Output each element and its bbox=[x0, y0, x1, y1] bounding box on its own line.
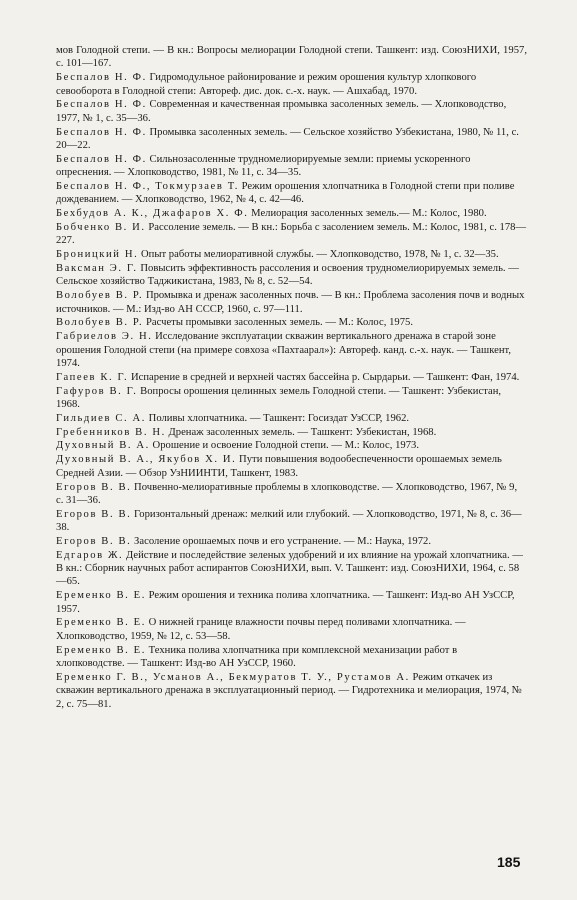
bibliography-list bbox=[56, 44, 527, 711]
bibliography-entry bbox=[56, 439, 527, 452]
entry-author: Еременко В. Е. bbox=[56, 617, 146, 629]
bibliography-entry bbox=[56, 330, 527, 370]
entry-author: Егоров В. В. bbox=[56, 535, 132, 547]
bibliography-entry bbox=[56, 262, 527, 289]
entry-author: Егоров В. В. bbox=[56, 481, 132, 493]
bibliography-entry bbox=[56, 180, 527, 207]
bibliography-entry bbox=[56, 589, 527, 616]
bibliography-entry bbox=[56, 412, 527, 425]
entry-text: Действие и последействие зеленых удобрений и их влияние на урожай хлопчатника. — В кн.: Сборник научных работ аспирантов СоюзНИХИ, вып. V. Ташкент: изд. СоюзНИХИ, 1964, с. 58—65. bbox=[56, 549, 523, 588]
bibliography-entry bbox=[56, 126, 527, 153]
entry-text: Промывка засоленных земель. — Сельское хозяйство Узбекистана, 1980, № 11, с. 20—22. bbox=[56, 126, 519, 151]
entry-text: Поливы хлопчатника. — Ташкент: Госиздат УзССР, 1962. bbox=[145, 412, 410, 424]
entry-author: Бобченко В. И. bbox=[56, 221, 146, 233]
bibliography-entry bbox=[56, 535, 527, 548]
entry-author: Беспалов Н. Ф. bbox=[56, 126, 147, 138]
entry-text: Почвенно-мелиоративные проблемы в хлопководстве. — Хлопководство, 1967, № 9, с. 31—36. bbox=[56, 481, 518, 506]
bibliography-entry bbox=[56, 385, 527, 412]
entry-author: Беспалов Н. Ф. bbox=[56, 153, 147, 165]
entry-text: Промывка и дренаж засоленных почв. — В кн.: Проблема засоления почв и водных источников. — М.: Изд-во АН СССР, 1960, с. 97—111. bbox=[56, 290, 525, 315]
bibliography-entry bbox=[56, 289, 527, 316]
bibliography-entry bbox=[56, 453, 527, 480]
entry-author: Волобуев В. Р. bbox=[56, 290, 144, 302]
entry-author: Беспалов Н. Ф. bbox=[56, 99, 147, 111]
entry-text: Мелиорация засоленных земель.— М.: Колос, 1980. bbox=[248, 208, 487, 220]
entry-text: Горизонтальный дренаж: мелкий или глубокий. — Хлопководство, 1971, № 8, с. 36—38. bbox=[56, 508, 522, 534]
bibliography-entry bbox=[56, 71, 527, 98]
bibliography-entry bbox=[56, 481, 527, 508]
entry-author: Духовный В. А., Якубов Х. И. bbox=[56, 454, 237, 466]
bibliography-entry bbox=[56, 644, 527, 671]
entry-author: Гафуров В. Г. bbox=[56, 385, 138, 397]
entry-text: Сильнозасоленные трудномелиорируемые земли: приемы ускоренного опреснения. — Хлопководство, 1981, № 11, с. 34—35. bbox=[56, 153, 471, 179]
entry-author: Егоров В. В. bbox=[56, 508, 132, 520]
entry-text: Повысить эффективность рассоления и освоения трудномелиорируемых земель. — Сельское хозяйство Таджикистана, 1983, № 8, с. 52—54. bbox=[56, 263, 519, 288]
entry-author: Габриелов Э. Н. bbox=[56, 331, 153, 343]
entry-text: Гидромодульное районирование и режим орошения культур хлопкового севооборота в Голодной степи: Автореф. дис. док. с.-х. наук. — Ашхабад, 1970. bbox=[56, 72, 477, 97]
entry-author: Еременко В. Е. bbox=[56, 644, 146, 656]
bibliography-entry: мов Голодной степи. — В кн.: Вопросы мелиорации Голодной степи. Ташкент: изд. СоюзНИХИ, 1957, с. 101—167. bbox=[56, 45, 527, 70]
entry-text: Режим орошения хлопчатника в Голодной степи при поливе дождеванием. — Хлопководство, 1962, № 4, с. 42—46. bbox=[56, 180, 515, 206]
entry-author: Гильдиев С. А. bbox=[56, 412, 146, 424]
entry-author: Беспалов Н. Ф. bbox=[56, 72, 147, 84]
entry-author: Гапеев К. Г. bbox=[56, 371, 129, 383]
entry-author: Волобуев В. Р. bbox=[56, 317, 144, 329]
page-number: 185 bbox=[497, 854, 521, 870]
entry-author: Еременко Г. В., Усманов А., Бекмуратов Т. У., Рустамов А. bbox=[56, 671, 410, 683]
entry-author: Бехбудов А. К., Джафаров Х. Ф. bbox=[56, 208, 249, 220]
bibliography-entry bbox=[56, 221, 527, 248]
bibliography-entry bbox=[56, 153, 527, 180]
bibliography-entry bbox=[56, 426, 527, 439]
entry-text: Орошение и освоение Голодной степи. — М.: Колос, 1973. bbox=[149, 440, 420, 452]
entry-text: Расчеты промывки засоленных земель. — М.: Колос, 1975. bbox=[143, 317, 414, 329]
bibliography-entry bbox=[56, 98, 527, 125]
entry-author: Гребенников В. Н. bbox=[56, 426, 166, 438]
entry-text: Вопросы орошения целинных земель Голодной степи. — Ташкент: Узбекистан, 1968. bbox=[56, 385, 502, 410]
entry-author: Едгаров Ж. bbox=[56, 549, 124, 561]
entry-text: Режим орошения и техника полива хлопчатника. — Ташкент: Изд-во АН УзССР, 1957. bbox=[56, 590, 515, 615]
bibliography-entry bbox=[56, 671, 527, 711]
bibliography-entry bbox=[56, 207, 527, 220]
entry-text: Режим откачек из скважин вертикального дренажа в эксплуатационный период. — Гидротехника и мелиорация, 1974, № 2, с. 75—81. bbox=[56, 671, 522, 710]
entry-author: Духовный В. А. bbox=[56, 440, 150, 452]
entry-text: Рассоление земель. — В кн.: Борьба с засолением земель. М.: Колос, 1981, с. 178—227. bbox=[56, 221, 527, 247]
bibliography-entry bbox=[56, 549, 527, 589]
bibliography-entry bbox=[56, 371, 527, 384]
entry-text: Техника полива хлопчатника при комплексной механизации работ в хлопководстве. — Ташкент: Изд-во АН УзССР, 1960. bbox=[56, 644, 458, 669]
bibliography-entry bbox=[56, 248, 527, 261]
entry-text: О нижней границе влажности почвы перед поливами хлопчатника. — Хлопководство, 1959, № 12, с. 53—58. bbox=[56, 617, 466, 642]
entry-author: Еременко В. Е. bbox=[56, 590, 146, 602]
entry-author: Беспалов Н. Ф., Токмурзаев Т. bbox=[56, 180, 239, 192]
entry-author: Ваксман Э. Г. bbox=[56, 263, 138, 274]
entry-text: Опыт работы мелиоративной службы. — Хлопководство, 1978, № 1, с. 32—35. bbox=[138, 249, 499, 261]
entry-text: Дренаж засоленных земель. — Ташкент: Узбекистан, 1968. bbox=[165, 426, 437, 438]
entry-text: Пути повышения водообеспеченности орошаемых земель Средней Азии. — Обзор УзНИИНТИ, Ташкент, 1983. bbox=[56, 454, 502, 479]
entry-text: Испарение в средней и верхней частях бассейна р. Сырдарьи. — Ташкент: Фан, 1974. bbox=[128, 371, 520, 383]
entry-text: Исследование эксплуатации скважин вертикального дренажа в старой зоне орошения Голодной степи (на примере совхоза «Пахтаарал»): Автореф. канд. с.-х. наук. — Ташкент, 1974. bbox=[56, 331, 512, 369]
bibliography-entry bbox=[56, 316, 527, 329]
entry-text: Современная и качественная промывка засоленных земель. — Хлопководство, 1977, № 1, с. 35—36. bbox=[56, 99, 507, 124]
entry-author: Броницкий Н. bbox=[56, 249, 139, 261]
entry-text: Засоление орошаемых почв и его устранение. — М.: Наука, 1972. bbox=[131, 535, 432, 547]
bibliography-entry bbox=[56, 616, 527, 643]
bibliography-entry bbox=[56, 508, 527, 535]
